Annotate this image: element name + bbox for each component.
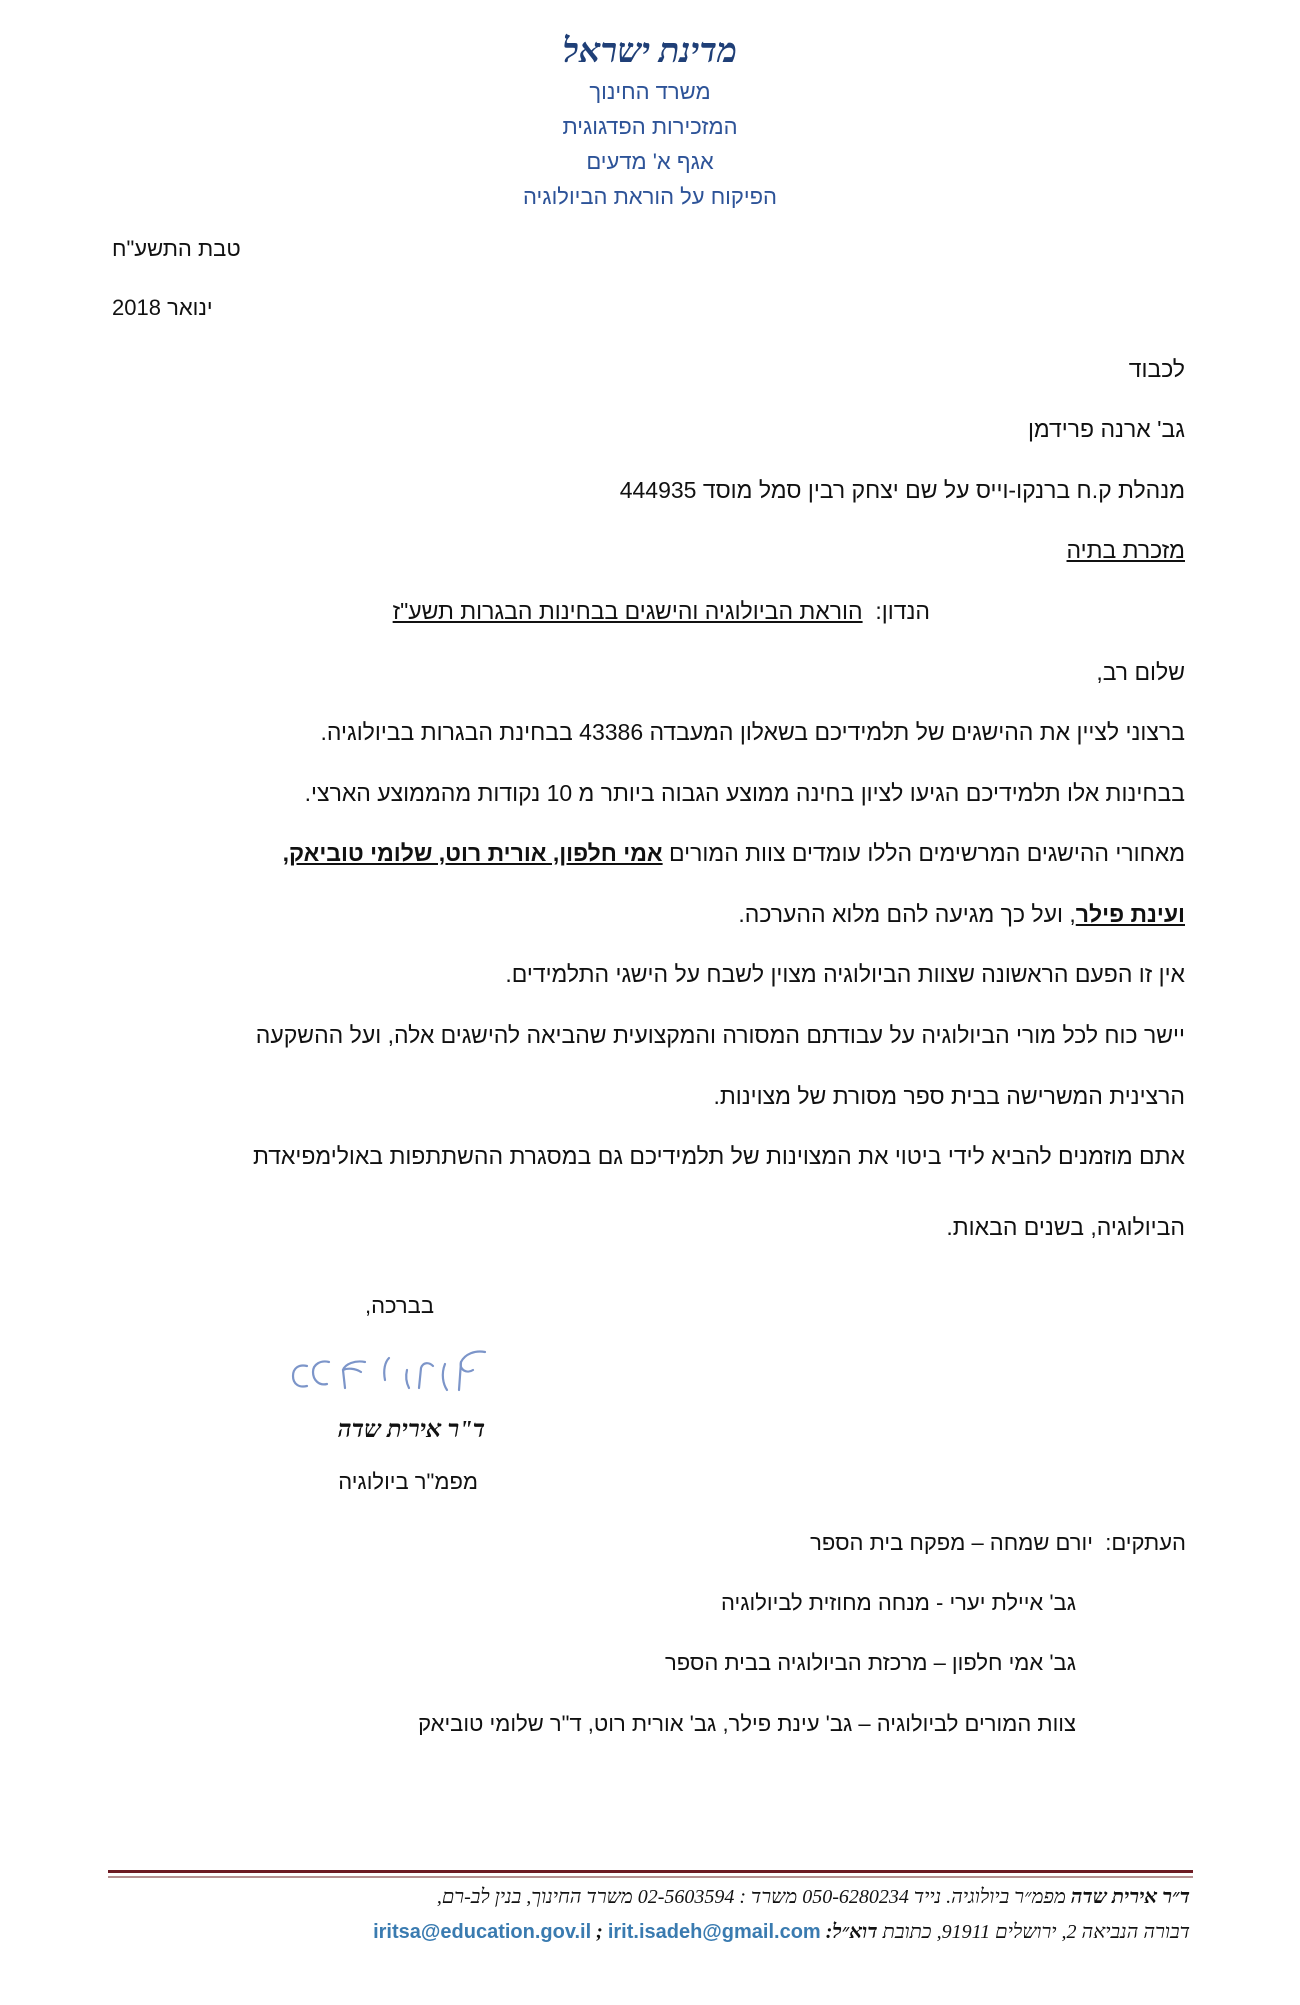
footer-address: דבורה הנביאה 2, ירושלים 91911, כתובת bbox=[877, 1921, 1190, 1943]
subject-label: הנדון: bbox=[875, 598, 930, 624]
footer-rule-thin bbox=[108, 1876, 1193, 1878]
paragraph-1: ברצוני לציין את ההישגים של תלמידיכם בשאלון המעבדה 43386 בבחינת הבגרות בביולוגיה. bbox=[320, 719, 1185, 745]
supervision-name: הפיקוח על הוראת הביולוגיה bbox=[523, 184, 777, 209]
paragraph-4 bbox=[738, 901, 1185, 928]
subject-text: הוראת הביולוגיה והישגים בבחינות הבגרות תשע"ז bbox=[392, 598, 863, 624]
paragraph-2: בבחינות אלו תלמידיכם הגיעו לציון בחינה ממוצע הגבוה ביותר מ 10 נקודות מהממוצע הארצי. bbox=[304, 780, 1185, 806]
signer-name: ד"ר אירית שדה bbox=[337, 1417, 485, 1443]
recipient-name: גב' ארנה פרידמן bbox=[1027, 416, 1185, 442]
blessing: בברכה, bbox=[364, 1293, 434, 1318]
teacher-name-last: ועינת פילר bbox=[1075, 901, 1185, 927]
secretariat-name: המזכירות הפדגוגית bbox=[562, 114, 738, 139]
hebrew-date: טבת התשע"ח bbox=[112, 236, 241, 261]
footer-line-1 bbox=[437, 1886, 1190, 1909]
ministry-name: משרד החינוך bbox=[589, 79, 711, 104]
paragraph-3 bbox=[283, 840, 1185, 867]
footer-name: ד״ר אירית שדה bbox=[1070, 1886, 1190, 1908]
cc-first-line bbox=[810, 1530, 1186, 1556]
recipient-location: מזכרת בתיה bbox=[1066, 537, 1185, 563]
cc-item: גב' איילת יערי - מנחה מחוזית לביולוגיה bbox=[721, 1590, 1076, 1615]
footer-contact: מפמ״ר ביולוגיה. נייד 050-6280234 משרד : 02-5603594 משרד החינוך, בנין לב-רם, bbox=[436, 1886, 1071, 1908]
paragraph-6b: הרצינית המשרישה בבית ספר מסורת של מצוינות. bbox=[713, 1083, 1185, 1109]
salutation-to: לכבוד bbox=[1128, 356, 1185, 382]
cc-label: העתקים: bbox=[1105, 1530, 1186, 1555]
signer-role: מפמ"ר ביולוגיה bbox=[338, 1469, 478, 1494]
email-separator: ; bbox=[591, 1921, 608, 1943]
handwritten-signature bbox=[285, 1340, 495, 1410]
gregorian-date: ינואר 2018 bbox=[112, 295, 213, 320]
email-link-personal[interactable]: irit.isadeh@gmail.com bbox=[607, 1921, 821, 1943]
recipient-title: מנהלת ק.ח ברנקו-וייס על שם יצחק רבין סמל מוסד 444935 bbox=[619, 477, 1185, 503]
cc-item: גב' אמי חלפון – מרכזת הביולוגיה בבית הספר bbox=[664, 1650, 1076, 1675]
footer-line-2 bbox=[373, 1921, 1190, 1944]
subject-line bbox=[393, 598, 930, 625]
paragraph-7a: אתם מוזמנים להביא לידי ביטוי את המצוינות של תלמידיכם גם במסגרת ההשתתפות באולימפיאדת bbox=[252, 1143, 1185, 1169]
cc-item: יורם שמחה – מפקח בית הספר bbox=[810, 1530, 1093, 1555]
paragraph-5: אין זו הפעם הראשונה שצוות הביולוגיה מצוין לשבח על הישגי התלמידים. bbox=[505, 961, 1185, 987]
division-name: אגף א' מדעים bbox=[586, 149, 714, 174]
cc-item: צוות המורים לביולוגיה – גב' עינת פילר, גב' אורית רוט, ד"ר שלומי טוביאק bbox=[418, 1711, 1076, 1736]
paragraph-6a: יישר כוח לכל מורי הביולוגיה על עבודתם המסורה והמקצועית שהביאה להישגים אלה, ועל ההשקעה bbox=[255, 1022, 1185, 1048]
greeting: שלום רב, bbox=[1096, 659, 1185, 685]
email-link-official[interactable]: iritsa@education.gov.il bbox=[373, 1921, 592, 1943]
paragraph-7b: הביולוגיה, בשנים הבאות. bbox=[946, 1214, 1185, 1240]
paragraph-4-rest: , ועל כך מגיעה להם מלוא ההערכה. bbox=[738, 901, 1076, 927]
letterhead bbox=[0, 30, 1300, 214]
paragraph-3-start: מאחורי ההישגים המרשימים הללו עומדים צוות המורים bbox=[662, 840, 1185, 866]
footer-email-label: דוא״ל: bbox=[825, 1921, 878, 1943]
teacher-names: אמי חלפון, אורית רוט, שלומי טוביאק, bbox=[282, 840, 663, 866]
footer-rule bbox=[108, 1870, 1193, 1873]
state-title: מדינת ישראל bbox=[562, 33, 738, 70]
